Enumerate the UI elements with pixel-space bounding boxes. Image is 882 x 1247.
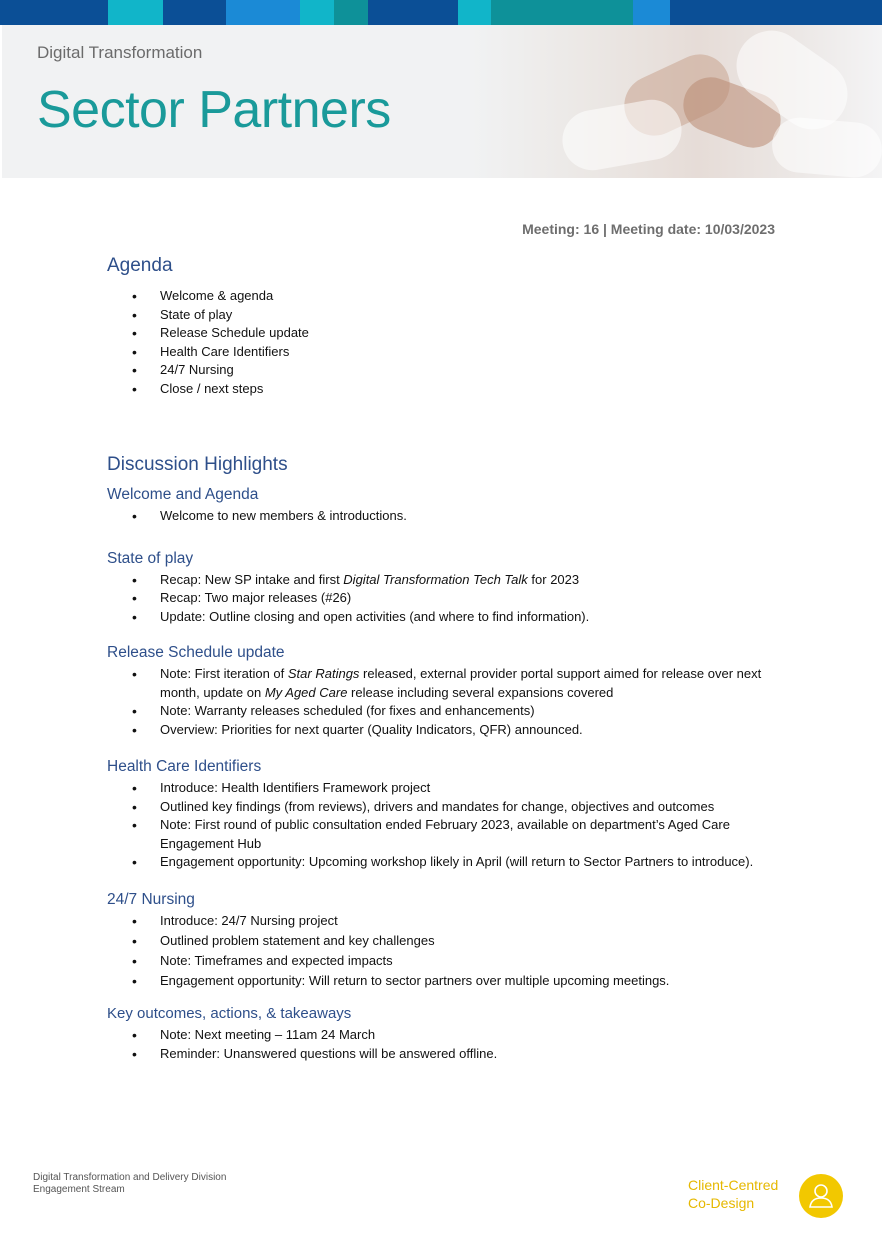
- agenda-item: • 24/7 Nursing: [107, 361, 787, 380]
- color-segment: [458, 0, 491, 25]
- page-title: Sector Partners: [37, 81, 391, 139]
- discussion-heading: Discussion Highlights: [107, 454, 288, 475]
- list-item: • Outlined problem statement and key challenges: [107, 932, 787, 951]
- list-item: • Recap: Two major releases (#26): [107, 589, 787, 608]
- header-banner: [2, 25, 882, 178]
- color-segment: [108, 0, 163, 25]
- footer-division: [33, 1172, 226, 1196]
- footer-line: Engagement Stream: [33, 1184, 125, 1195]
- brand-line: Client-Centred: [688, 1177, 779, 1193]
- agenda-item: • Health Care Identifiers: [107, 343, 787, 362]
- color-segment: [226, 0, 300, 25]
- nursing-heading: 24/7 Nursing: [107, 890, 195, 908]
- list-item: • Welcome to new members & introductions.: [107, 507, 787, 526]
- color-segment: [368, 0, 458, 25]
- release-schedule-heading: Release Schedule update: [107, 644, 285, 661]
- person-icon: [799, 1174, 843, 1218]
- list-item: • Recap: New SP intake and first Digital Transformation Tech Talk for 2023: [107, 571, 787, 590]
- stacked-hands-photo: [472, 25, 882, 178]
- health-care-identifiers-heading: Health Care Identifiers: [107, 758, 262, 775]
- welcome-heading: Welcome and Agenda: [107, 486, 259, 503]
- health-care-identifiers-list: [107, 779, 787, 872]
- color-segment: [0, 0, 108, 25]
- color-segment: [491, 0, 633, 25]
- list-item: • Introduce: 24/7 Nursing project: [107, 912, 787, 931]
- top-color-band: [0, 0, 882, 25]
- list-item: • Update: Outline closing and open activities (and where to find information).: [107, 608, 787, 627]
- key-outcomes-list: [107, 1026, 787, 1063]
- list-item: • Note: Warranty releases scheduled (for fixes and enhancements): [107, 702, 787, 721]
- document-body: [107, 253, 787, 1063]
- key-outcomes-heading: Key outcomes, actions, & takeaways: [107, 1005, 352, 1022]
- list-item: • Note: Timeframes and expected impacts: [107, 952, 787, 971]
- list-item: • Reminder: Unanswered questions will be answered offline.: [107, 1045, 787, 1064]
- agenda-item: • State of play: [107, 306, 787, 325]
- meeting-info: Meeting: 16 | Meeting date: 10/03/2023: [522, 221, 775, 237]
- list-item: • Introduce: Health Identifiers Framework project: [107, 779, 787, 798]
- agenda-item: • Release Schedule update: [107, 324, 787, 343]
- welcome-list: [107, 507, 787, 526]
- list-item: • Note: First iteration of Star Ratings released, external provider portal support aimed for release over next month, update on My Aged Care release including several expansions covered: [107, 665, 787, 702]
- color-segment: [670, 0, 882, 25]
- footer-line: Digital Transformation and Delivery Division: [33, 1172, 227, 1183]
- list-item: • Engagement opportunity: Will return to sector partners over multiple upcoming meetings.: [107, 972, 787, 991]
- color-segment: [163, 0, 226, 25]
- brand-line: Co-Design: [688, 1195, 755, 1211]
- state-of-play-list: [107, 571, 787, 627]
- state-of-play-heading: State of play: [107, 549, 194, 567]
- agenda-item: • Close / next steps: [107, 380, 787, 399]
- list-item: • Engagement opportunity: Upcoming workshop likely in April (will return to Sector Partners to introduce).: [107, 853, 787, 872]
- list-item: • Overview: Priorities for next quarter (Quality Indicators, QFR) announced.: [107, 721, 787, 740]
- agenda-heading: Agenda: [107, 255, 173, 276]
- color-segment: [300, 0, 334, 25]
- agenda-item: • Welcome & agenda: [107, 287, 787, 306]
- list-item: • Note: First round of public consultation ended February 2023, available on department’s Aged Care Engagement Hub: [107, 816, 787, 853]
- release-schedule-list: [107, 665, 787, 739]
- color-segment: [334, 0, 368, 25]
- footer-brand: [688, 1176, 778, 1212]
- color-segment: [633, 0, 670, 25]
- list-item: • Note: Next meeting – 11am 24 March: [107, 1026, 787, 1045]
- nursing-list: [107, 912, 787, 991]
- header-subtitle: Digital Transformation: [37, 43, 203, 62]
- list-item: • Outlined key findings (from reviews), drivers and mandates for change, objectives and outcomes: [107, 798, 787, 817]
- agenda-list: [107, 287, 787, 398]
